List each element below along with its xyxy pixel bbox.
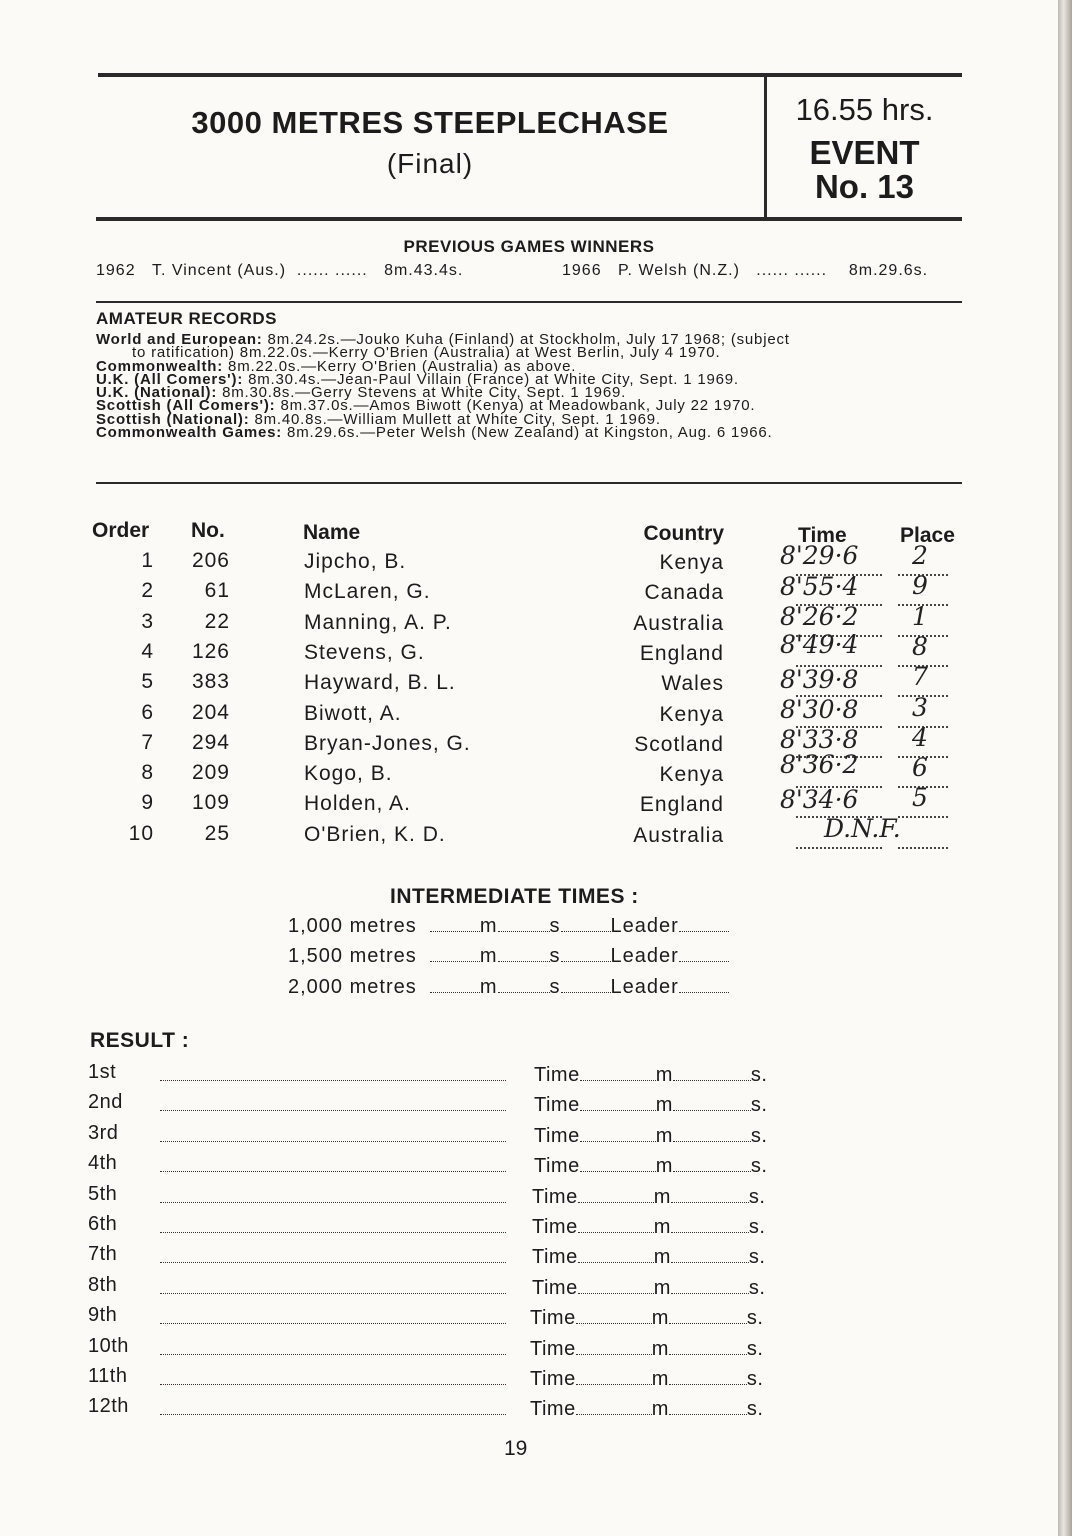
minutes-field[interactable] — [576, 1308, 652, 1324]
previous-winners-title: PREVIOUS GAMES WINNERS — [403, 237, 655, 256]
minutes-field[interactable] — [580, 1065, 656, 1081]
entry-name: Bryan-Jones, G. — [304, 731, 471, 755]
minutes-unit: m — [655, 1124, 673, 1147]
col-header-time: Time — [798, 524, 847, 547]
minutes-unit: m — [479, 975, 498, 998]
result-place-label: 6th — [88, 1213, 118, 1235]
seconds-unit: s. — [750, 1064, 768, 1086]
top-rule — [98, 73, 962, 77]
entry-number: 206 — [191, 549, 230, 572]
intermediate-distance: 2,000 metres — [288, 975, 417, 998]
seconds-field[interactable] — [498, 976, 550, 993]
result-time — [534, 1125, 767, 1148]
winner-dots: ...... ...... — [296, 262, 368, 279]
result-time — [532, 1216, 765, 1239]
seconds-unit: s — [549, 975, 561, 998]
result-place-label: 5th — [88, 1182, 118, 1205]
minutes-unit: m — [653, 1276, 671, 1299]
result-name-field[interactable] — [160, 1414, 506, 1415]
result-time — [534, 1064, 767, 1087]
result-place-label: 12th — [88, 1395, 129, 1418]
entry-name: Manning, A. P. — [304, 610, 452, 634]
col-header-name: Name — [303, 521, 361, 544]
result-title: RESULT : — [90, 1029, 190, 1052]
result-place-label: 10th — [88, 1334, 129, 1357]
entry-country: Canada — [644, 581, 724, 605]
winner-year: 1962 — [96, 262, 136, 279]
entry-country: Kenya — [659, 551, 724, 574]
seconds-unit: s. — [750, 1124, 768, 1147]
place-dotted-line — [898, 816, 948, 818]
result-place-label: 7th — [88, 1243, 118, 1266]
entry-name: Jipcho, B. — [304, 550, 407, 573]
intermediate-row — [288, 945, 729, 968]
result-time — [534, 1094, 767, 1117]
seconds-field[interactable] — [498, 945, 550, 962]
entry-name: Hayward, B. L. — [304, 671, 456, 695]
result-place-label: 8th — [88, 1273, 118, 1296]
entry-time-handwritten: 8'34·6 — [780, 785, 859, 815]
time-label: Time — [532, 1276, 578, 1299]
minutes-field[interactable] — [580, 1156, 656, 1172]
event-label: EVENT — [809, 134, 920, 171]
time-label: Time — [532, 1246, 578, 1269]
entry-number: 383 — [191, 670, 230, 694]
seconds-field[interactable] — [671, 1247, 749, 1263]
entry-place-handwritten: 8 — [912, 631, 928, 661]
minutes-unit: m — [653, 1185, 671, 1208]
minutes-field[interactable] — [430, 945, 480, 962]
minutes-field[interactable] — [578, 1278, 654, 1294]
seconds-unit: s. — [746, 1307, 764, 1330]
place-dotted-line — [898, 847, 948, 849]
record-line: Commonwealth: 8m.22.0s.—Kerry O'Brien (Australia) as above. — [96, 357, 577, 375]
result-time — [532, 1186, 765, 1209]
entry-name: McLaren, G. — [304, 580, 431, 604]
leader-label: Leader — [610, 915, 679, 937]
minutes-unit: m — [653, 1246, 671, 1269]
entry-place-handwritten: 9 — [912, 571, 928, 601]
seconds-unit: s. — [748, 1246, 766, 1269]
seconds-unit: s. — [750, 1155, 768, 1178]
seconds-unit: s. — [746, 1337, 764, 1360]
minutes-unit: m — [655, 1155, 673, 1178]
result-name-field[interactable] — [160, 1384, 506, 1385]
seconds-field[interactable] — [673, 1156, 751, 1172]
result-time — [532, 1246, 765, 1269]
records-list — [96, 331, 790, 442]
entry-name: O'Brien, K. D. — [304, 822, 446, 846]
entry-order: 5 — [141, 670, 154, 694]
entry-time-handwritten: 8'49·4 — [780, 629, 859, 659]
entry-place-handwritten: 5 — [912, 783, 928, 813]
result-name-field[interactable] — [160, 1262, 506, 1263]
seconds-unit: s. — [746, 1398, 764, 1421]
entry-country: Australia — [633, 611, 724, 635]
leader-field[interactable] — [679, 945, 729, 962]
record-line: U.K. (National): 8m.30.8s.—Gerry Stevens at White City, Sept. 1 1969. — [96, 384, 627, 402]
entry-country: Wales — [661, 672, 724, 696]
entry-country: Scotland — [634, 732, 724, 756]
entry-country: England — [639, 641, 724, 665]
minutes-field[interactable] — [578, 1217, 654, 1233]
entry-time-handwritten: 8'26·2 — [780, 601, 859, 631]
record-line: Commonwealth Games: 8m.29.6s.—Peter Welsh (New Zealand) at Kingston, Aug. 6 1966. — [96, 424, 773, 442]
leader-spacer — [561, 915, 611, 932]
entry-place-handwritten: 6 — [912, 753, 928, 783]
time-label: Time — [530, 1398, 576, 1421]
entry-time-handwritten: 8'39·8 — [780, 665, 859, 695]
entry-time-handwritten: 8'36·2 — [780, 750, 859, 780]
entry-time-handwritten: 8'55·4 — [780, 572, 859, 602]
entry-order: 10 — [128, 821, 154, 845]
time-label: Time — [532, 1216, 578, 1238]
seconds-field[interactable] — [669, 1399, 747, 1415]
leader-field[interactable] — [679, 976, 729, 993]
record-line: World and European: 8m.24.2s.—Jouko Kuha (Finland) at Stockholm, July 17 1968; (subject — [96, 331, 790, 348]
result-place-label: 11th — [88, 1365, 128, 1387]
entry-time-handwritten: 8'30·8 — [780, 694, 859, 724]
entry-place-handwritten: 2 — [912, 541, 928, 570]
time-label: Time — [534, 1064, 580, 1086]
entry-number: 204 — [191, 700, 230, 724]
entry-number: 209 — [191, 761, 230, 785]
result-place-label: 9th — [88, 1304, 118, 1327]
result-place-label: 2nd — [88, 1091, 123, 1114]
entry-place-handwritten: 3 — [912, 692, 928, 722]
entry-time-handwritten: 8'29·6 — [780, 541, 859, 570]
result-name-field[interactable] — [160, 1171, 506, 1172]
page-number: 19 — [504, 1437, 528, 1460]
intermediate-title: INTERMEDIATE TIMES : — [390, 885, 639, 908]
entry-order: 4 — [141, 639, 154, 663]
entry-country: Kenya — [659, 702, 724, 726]
record-line: Scottish (National): 8m.40.8s.—William Mullett at White City, Sept. 1 1969. — [96, 410, 661, 428]
result-time — [534, 1155, 767, 1178]
minutes-unit: m — [479, 915, 498, 937]
result-place-label: 1st — [88, 1061, 117, 1083]
seconds-field[interactable] — [669, 1369, 747, 1385]
result-name-field[interactable] — [160, 1110, 506, 1111]
minutes-field[interactable] — [578, 1247, 654, 1263]
result-name-field[interactable] — [160, 1232, 506, 1233]
entry-name: Biwott, A. — [304, 701, 402, 725]
col-header-order: Order — [92, 519, 150, 542]
leader-spacer — [561, 976, 611, 993]
divider — [96, 301, 962, 303]
leader-label: Leader — [610, 975, 679, 998]
winner-year: 1966 — [562, 262, 602, 279]
event-number: No. 13 — [814, 168, 915, 205]
minutes-unit: m — [651, 1337, 669, 1360]
minutes-field[interactable] — [580, 1095, 656, 1111]
leader-field[interactable] — [679, 915, 729, 932]
time-label: Time — [530, 1368, 576, 1390]
record-line: to ratification) 8m.22.0s.—Kerry O'Brien (Australia) at West Berlin, July 4 1970. — [132, 344, 721, 362]
seconds-unit: s — [549, 945, 561, 968]
time-label: Time — [532, 1185, 578, 1208]
entry-order: 1 — [141, 549, 154, 572]
record-line: U.K. (All Comers'): 8m.30.4s.—Jean-Paul Villain (France) at White City, Sept. 1 1969. — [96, 370, 739, 388]
divider — [96, 482, 962, 484]
entry-number: 126 — [191, 639, 230, 663]
seconds-unit: s — [549, 915, 561, 937]
result-name-field[interactable] — [160, 1323, 506, 1324]
minutes-unit: m — [655, 1064, 673, 1086]
col-header-place: Place — [900, 524, 955, 547]
seconds-field[interactable] — [673, 1095, 751, 1111]
entry-time-handwritten: D.N.F. — [824, 813, 901, 843]
entry-place-handwritten: 4 — [912, 722, 928, 752]
winner-name: P. Welsh (N.Z.) — [617, 262, 740, 279]
entry-number: 294 — [191, 730, 230, 754]
seconds-field[interactable] — [669, 1339, 747, 1355]
result-name-field[interactable] — [160, 1080, 506, 1081]
winner-name: T. Vincent (Aus.) — [151, 262, 287, 279]
winner-time: 8m.29.6s. — [848, 262, 929, 279]
result-place-label: 3rd — [88, 1121, 119, 1144]
entry-name: Holden, A. — [304, 792, 411, 816]
intermediate-row — [288, 976, 729, 999]
time-label: Time — [530, 1307, 576, 1330]
entry-number: 25 — [204, 821, 230, 845]
winner-time: 8m.43.4s. — [384, 262, 464, 279]
seconds-unit: s. — [748, 1276, 766, 1299]
minutes-unit: m — [479, 945, 498, 968]
event-time: 16.55 hrs. — [795, 92, 934, 127]
winner-dots: ...... ...... — [756, 262, 828, 279]
entry-name: Stevens, G. — [304, 640, 425, 664]
entry-country: England — [639, 793, 724, 817]
event-title: 3000 METRES STEEPLECHASE — [191, 105, 669, 140]
entry-number: 109 — [191, 791, 230, 815]
seconds-field[interactable] — [671, 1217, 749, 1233]
amateur-records-title: AMATEUR RECORDS — [96, 309, 277, 328]
intermediate-distance: 1,000 metres — [288, 915, 417, 937]
entry-country: Kenya — [659, 763, 724, 787]
entry-time-handwritten: 8'33·8 — [780, 724, 859, 754]
entry-place-handwritten: 1 — [912, 601, 928, 631]
minutes-field[interactable] — [430, 976, 480, 993]
entry-number: 22 — [204, 609, 230, 633]
entry-country: Australia — [633, 823, 724, 847]
entry-place-handwritten: 7 — [912, 662, 928, 692]
page-edge — [1058, 0, 1072, 1536]
seconds-field[interactable] — [673, 1126, 751, 1142]
minutes-field[interactable] — [430, 915, 480, 932]
entry-order: 9 — [141, 791, 154, 815]
minutes-unit: m — [651, 1368, 669, 1390]
leader-label: Leader — [610, 945, 679, 968]
minutes-unit: m — [651, 1398, 669, 1421]
time-label: Time — [534, 1124, 580, 1147]
entry-order: 7 — [141, 730, 154, 754]
leader-spacer — [561, 945, 611, 962]
col-header-country: Country — [643, 522, 724, 545]
intermediate-row — [288, 915, 729, 938]
result-name-field[interactable] — [160, 1293, 506, 1294]
result-time — [530, 1368, 763, 1391]
header-bottom-rule — [96, 217, 962, 221]
seconds-field[interactable] — [669, 1308, 747, 1324]
minutes-field[interactable] — [576, 1339, 652, 1355]
minutes-field[interactable] — [580, 1126, 656, 1142]
event-subtitle: (Final) — [386, 148, 474, 179]
result-name-field[interactable] — [160, 1141, 506, 1142]
entry-order: 3 — [141, 609, 154, 633]
record-line: Scottish (All Comers'): 8m.37.0s.—Amos Biwott (Kenya) at Meadowbank, July 22 1970. — [96, 397, 756, 415]
seconds-unit: s. — [748, 1216, 766, 1238]
result-time — [530, 1398, 763, 1421]
time-label: Time — [534, 1094, 580, 1117]
seconds-field[interactable] — [671, 1187, 749, 1203]
result-time — [530, 1307, 763, 1330]
seconds-unit: s. — [748, 1185, 766, 1208]
col-header-number: No. — [191, 519, 225, 542]
result-name-field[interactable] — [160, 1202, 506, 1203]
seconds-unit: s. — [750, 1094, 768, 1117]
minutes-field[interactable] — [576, 1369, 652, 1385]
seconds-field[interactable] — [671, 1278, 749, 1294]
seconds-field[interactable] — [498, 915, 550, 932]
result-place-label: 4th — [88, 1152, 118, 1175]
entry-order: 8 — [141, 761, 154, 785]
minutes-unit: m — [653, 1216, 671, 1238]
minutes-field[interactable] — [576, 1399, 652, 1415]
time-label: Time — [530, 1337, 576, 1360]
entry-number: 61 — [204, 579, 230, 603]
previous-winner-1966 — [562, 262, 928, 280]
entry-name: Kogo, B. — [304, 762, 393, 786]
entry-order: 6 — [141, 700, 154, 724]
result-name-field[interactable] — [160, 1354, 506, 1355]
previous-winner-1962 — [96, 262, 463, 280]
minutes-unit: m — [655, 1094, 673, 1117]
seconds-unit: s. — [746, 1368, 764, 1390]
intermediate-distance: 1,500 metres — [288, 945, 417, 968]
result-time — [532, 1277, 765, 1300]
time-label: Time — [534, 1155, 580, 1178]
minutes-unit: m — [651, 1307, 669, 1330]
minutes-field[interactable] — [578, 1187, 654, 1203]
seconds-field[interactable] — [673, 1065, 751, 1081]
entry-order: 2 — [141, 579, 154, 603]
time-dotted-line — [796, 847, 882, 849]
result-time — [530, 1338, 763, 1361]
